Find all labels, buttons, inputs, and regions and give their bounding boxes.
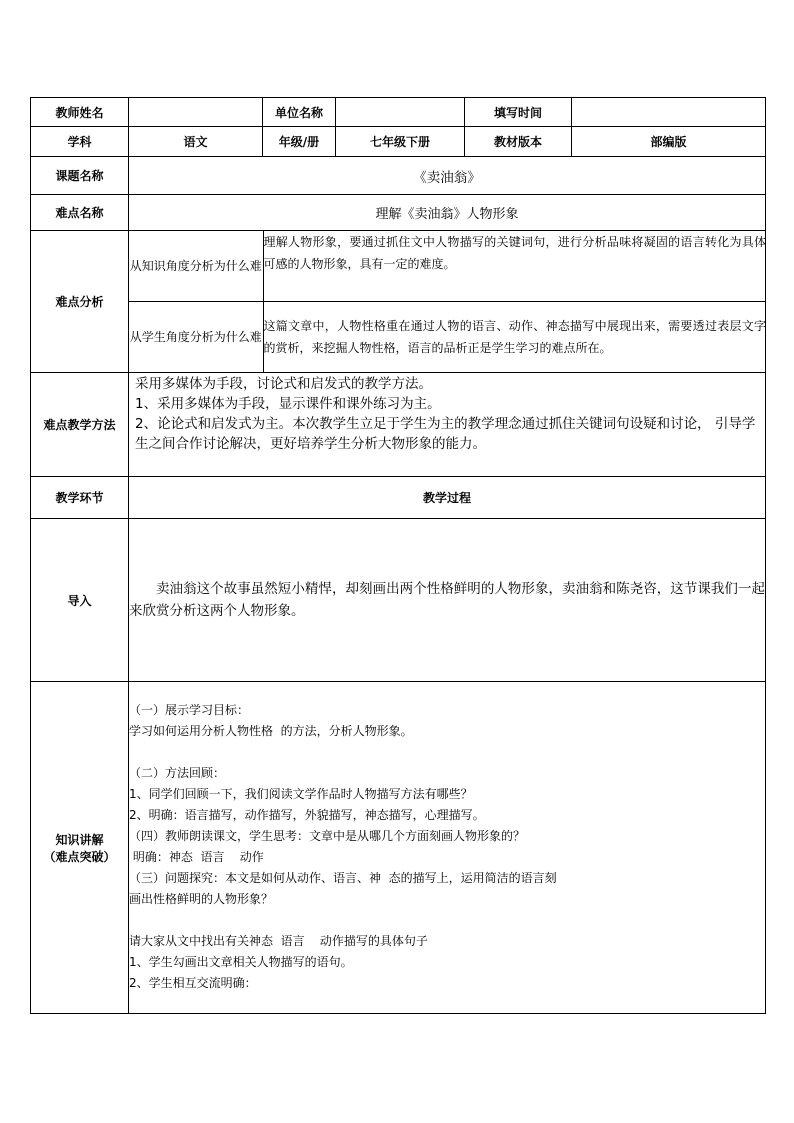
unit-name-label: 单位名称 xyxy=(263,98,336,127)
knowledge-line: 请大家从文中找出有关神态 语言 动作描写的具体句子 xyxy=(129,934,428,948)
student-angle-label: 从学生角度分析为什么难 xyxy=(129,301,263,372)
unit-name-value xyxy=(336,98,465,127)
knowledge-line xyxy=(129,910,765,931)
difficulty-name-label: 难点名称 xyxy=(31,195,129,231)
difficulty-analysis-label: 难点分析 xyxy=(31,231,129,373)
intro-text: 卖油翁这个故事虽然短小精悍，却刻画出两个性格鲜明的人物形象，卖油翁和陈尧咨，这节课我们一起来欣赏分析这两个人物形象。 xyxy=(129,519,766,682)
knowledge-label xyxy=(31,682,129,1014)
knowledge-content xyxy=(129,682,766,1014)
knowledge-label-main: 知识讲解 xyxy=(55,832,104,847)
method-line: 采用多媒体为手段，讨论式和启发式的教学方法。 xyxy=(135,376,432,392)
teaching-method-label: 难点教学方法 xyxy=(31,373,129,477)
difficulty-name-row xyxy=(31,195,766,231)
lesson-title-row xyxy=(31,157,766,195)
teacher-name-value xyxy=(129,98,263,127)
lesson-plan-form xyxy=(30,97,765,1014)
student-angle-text: 这篇文章中，人物性格重在通过人物的语言、动作、神态描写中展现出来，需要透过表层文字的赏析，来挖掘人物性格，语言的品析正是学生学习的难点所在。 xyxy=(263,301,766,372)
fill-date-label: 填写时间 xyxy=(465,98,572,127)
edition-label: 教材版本 xyxy=(465,127,572,157)
method-line: 1、采用多媒体为手段，显示课件和课外练习为主。 xyxy=(135,396,441,412)
teaching-method-row xyxy=(31,373,766,477)
knowledge-row xyxy=(31,682,766,1014)
teacher-info-row xyxy=(31,98,766,127)
knowledge-line: 明确：神态 语言 动作 xyxy=(129,850,264,864)
knowledge-line xyxy=(129,742,765,763)
knowledge-line: （一）展示学习目标： xyxy=(129,703,250,717)
knowledge-line: 2、明确：语言描写，动作描写，外貌描写，神态描写，心理描写。 xyxy=(129,808,485,822)
knowledge-line: 2、学生相互交流明确： xyxy=(129,976,257,990)
difficulty-analysis-cell xyxy=(129,231,766,373)
lesson-title-value: 《卖油翁》 xyxy=(129,157,766,195)
fill-date-value xyxy=(572,98,766,127)
knowledge-label-sub: （难点突破） xyxy=(43,849,116,864)
subject-value: 语文 xyxy=(129,127,263,157)
knowledge-line: 画出性格鲜明的人物形象？ xyxy=(129,892,274,906)
knowledge-line: （四）教师朗读课文，学生思考：文章中是从哪几个方面刻画人物形象的？ xyxy=(129,829,526,843)
process-header-row xyxy=(31,477,766,519)
difficulty-analysis-row xyxy=(31,231,766,373)
knowledge-line: （二）方法回顾： xyxy=(129,766,226,780)
method-line: 2、论论式和启发式为主。本次教学生立足于学生为主的教学理念通过抓住关键词句设疑和讨论， 引导学生之间合作讨论解决，更好培养学生分析大物形象的能力。 xyxy=(135,416,756,452)
knowledge-line: 学习如何运用分析人物性格 的方法，分析人物形象。 xyxy=(129,724,413,738)
knowledge-angle-label: 从知识角度分析为什么难 xyxy=(129,231,263,301)
knowledge-line: 1、学生勾画出文章相关人物描写的语句。 xyxy=(129,955,353,969)
edition-value: 部编版 xyxy=(572,127,766,157)
knowledge-line: 1、同学们回顾一下，我们阅读文学作品时人物描写方法有哪些？ xyxy=(129,787,473,801)
grade-value: 七年级下册 xyxy=(336,127,465,157)
lesson-plan-table xyxy=(30,97,766,1014)
teaching-method-content xyxy=(129,373,766,477)
subject-info-row xyxy=(31,127,766,157)
knowledge-line: （三）问题探究：本文是如何从动作、语言、神 态的描写上，运用简洁的语言刻 xyxy=(129,871,557,885)
subject-label: 学科 xyxy=(31,127,129,157)
grade-label: 年级/册 xyxy=(263,127,336,157)
intro-label: 导入 xyxy=(31,519,129,682)
intro-row xyxy=(31,519,766,682)
difficulty-name-value: 理解《卖油翁》人物形象 xyxy=(129,195,766,231)
teacher-name-label: 教师姓名 xyxy=(31,98,129,127)
lesson-title-label: 课题名称 xyxy=(31,157,129,195)
stage-header-label: 教学环节 xyxy=(31,477,129,519)
knowledge-angle-text: 理解人物形象，要通过抓住文中人物描写的关键词句，进行分析品味将凝固的语言转化为具体可感的人物形象，具有一定的难度。 xyxy=(263,231,766,301)
difficulty-analysis-subtable xyxy=(129,231,766,372)
process-header-label: 教学过程 xyxy=(129,477,766,519)
